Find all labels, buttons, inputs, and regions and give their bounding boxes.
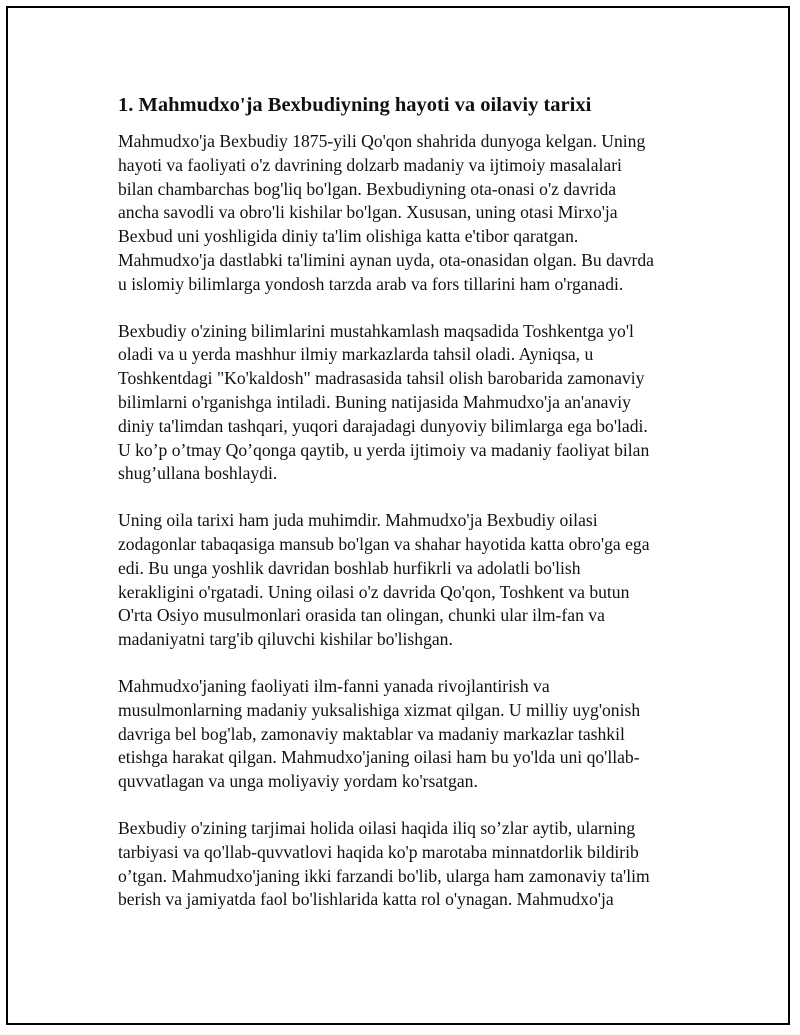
text-line: Mahmudxo'ja dastlabki ta'limini aynan uyda, ota-onasidan olgan. Bu davrda	[118, 249, 654, 270]
paragraph-education-tashkent	[118, 320, 688, 487]
paragraph-family-history	[118, 509, 688, 652]
text-line: Mahmudxo'ja Bexbudiy 1875-yili Qo'qon shahrida dunyoga kelgan. Uning	[118, 131, 646, 151]
text-line: davriga bel bog'lab, zamonaviy maktablar va madaniy markazlar tashkil	[118, 723, 625, 744]
text-line: Bexbudiy o'zining bilimlarini mustahkamlash maqsadida Toshkentga yo'l	[118, 320, 634, 341]
section-heading: 1. Mahmudxo'ja Bexbudiyning hayoti va oilaviy tarixi	[118, 94, 592, 116]
text-line: etishga harakat qilgan. Mahmudxo'janing oilasi ham bu yo'lda uni qo'llab-	[118, 747, 640, 768]
text-line: u islomiy bilimlarga yondosh tarzda arab va fors tillarini ham o'rganadi.	[118, 273, 624, 294]
text-line: Bexbud uni yoshligida diniy ta'lim olishiga katta e'tibor qaratgan.	[118, 226, 579, 247]
text-line: quvvatlagan va unga moliyaviy yordam ko'rsatgan.	[118, 771, 478, 792]
paragraph-birth-and-upbringing	[118, 130, 688, 297]
text-line: bilimlarni o'rganishga intiladi. Buning natijasida Mahmudxo'ja an'anaviy	[118, 391, 631, 412]
paragraph-autobiography	[118, 817, 688, 912]
document-body	[118, 92, 688, 935]
text-line: berish va jamiyatda faol bo'lishlarida katta rol o'ynagan. Mahmudxo'ja	[118, 889, 614, 910]
text-line: O'rta Osiyo musulmonlari orasida tan olingan, chunki ular ilm-fan va	[118, 605, 605, 626]
text-line: musulmonlarning madaniy yuksalishiga xizmat qilgan. U milliy uyg'onish	[118, 699, 641, 720]
text-line: shug’ullana boshlaydi.	[118, 463, 278, 484]
text-line: Bexbudiy o'zining tarjimai holida oilasi haqida iliq so’zlar aytib, ularning	[118, 817, 636, 838]
text-line: diniy ta'limdan tashqari, yuqori darajadagi dunyoviy bilimlarga ega bo'ladi.	[118, 415, 648, 436]
text-line: hayoti va faoliyati o'z davrining dolzarb madaniy va ijtimoiy masalalari	[118, 154, 622, 175]
text-line: madaniyatni targ'ib qiluvchi kishilar bo'lishgan.	[118, 629, 453, 650]
text-line: zodagonlar tabaqasiga mansub bo'lgan va shahar hayotida katta obro'ga ega	[118, 533, 650, 554]
paragraph-activities	[118, 675, 688, 794]
text-line: ancha savodli va obro'li kishilar bo'lgan. Xususan, uning otasi Mirxo'ja	[118, 202, 618, 223]
text-line: bilan chambarchas bog'liq bo'lgan. Bexbudiyning ota-onasi o'z davrida	[118, 178, 617, 199]
text-line: edi. Bu unga yoshlik davridan boshlab hurfikrli va adolatli bo'lish	[118, 557, 581, 578]
text-line: Uning oila tarixi ham juda muhimdir. Mahmudxo'ja Bexbudiy oilasi	[118, 510, 598, 531]
text-line: tarbiyasi va qo'llab-quvvatlovi haqida ko'p marotaba minnatdorlik bildirib	[118, 841, 639, 862]
text-line: kerakligini o'rgatadi. Uning oilasi o'z davrida Qo'qon, Toshkent va butun	[118, 581, 630, 602]
text-line: o’tgan. Mahmudxo'janing ikki farzandi bo'lib, ularga ham zamonaviy ta'lim	[118, 865, 650, 886]
text-line: Toshkentdagi "Ko'kaldosh" madrasasida tahsil olish barobarida zamonaviy	[118, 368, 645, 389]
text-line: Mahmudxo'janing faoliyati ilm-fanni yanada rivojlantirish va	[118, 675, 550, 696]
text-line: U ko’p o’tmay Qo’qonga qaytib, u yerda ijtimoiy va madaniy faoliyat bilan	[118, 439, 650, 460]
text-line: oladi va u yerda mashhur ilmiy markazlarda tahsil oladi. Ayniqsa, u	[118, 344, 594, 365]
